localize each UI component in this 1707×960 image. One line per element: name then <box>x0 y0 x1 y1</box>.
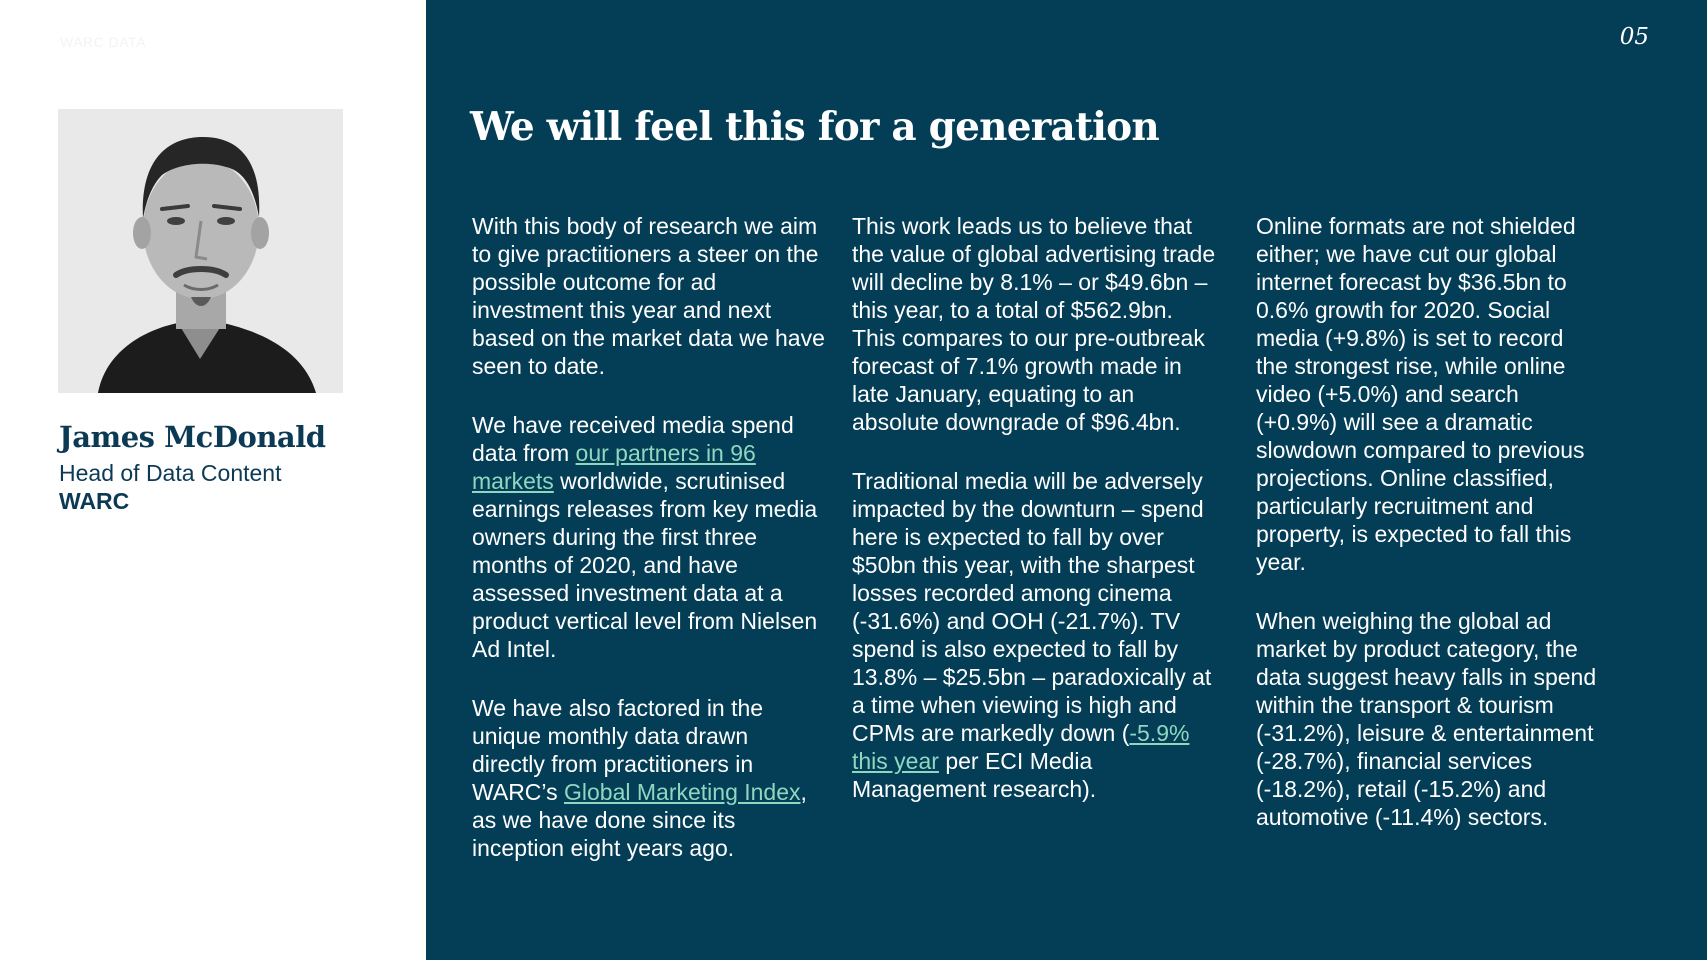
main-panel <box>426 0 1707 960</box>
inline-link[interactable]: Global Marketing Index <box>564 779 801 805</box>
text-column-1 <box>472 212 827 893</box>
text-segment: When weighing the global ad market by product category, the data suggest heavy falls in spend within the transport & tourism (-31.2%), leisure & entertainment (-28.7%), financial services (-18.2%), retail (-15.2%) and automotive (-11.4%) sectors. <box>1256 608 1597 830</box>
author-organization: WARC <box>59 488 130 514</box>
sidebar <box>0 0 426 960</box>
sidebar-faint-label: WARC DATA <box>60 34 146 50</box>
text-column-2 <box>852 212 1217 834</box>
text-segment: We have also factored in the unique monthly data drawn directly from practitioners in WARC’s <box>472 695 764 805</box>
text-segment: This work leads us to believe that the value of global advertising trade will decline by 8.1% – or $49.6bn – this year, to a total of $562.9bn. This compares to our pre-outbreak forecast of 7.1% growth made in late January, equating to an absolute downgrade of $96.4bn. <box>852 213 1216 435</box>
author-name: James McDonald <box>59 420 326 454</box>
body-paragraph <box>1256 607 1601 831</box>
text-segment: , as we have done since its inception eight years ago. <box>472 779 807 861</box>
page-number: 05 <box>1619 24 1649 50</box>
body-paragraph <box>852 212 1217 436</box>
body-paragraph <box>852 467 1217 803</box>
text-segment: Online formats are not shielded either; we have cut our global internet forecast by $36.5bn to 0.6% growth for 2020. Social media (+9.8%) is set to record the strongest rise, while online video (+5.0%) and search (+0.9%) will see a dramatic slowdown compared to previous projections. Online classified, particularly recruitment and property, is expected to fall this year. <box>1256 213 1585 575</box>
body-paragraph <box>472 212 827 380</box>
text-segment: We have received media spend data from <box>472 412 794 466</box>
text-segment: With this body of research we aim to give practitioners a steer on the possible outcome for ad investment this year and next based on the market data we have seen to date. <box>472 213 825 379</box>
text-segment: Traditional media will be adversely impacted by the downturn – spend here is expected to fall by over $50bn this year, with the sharpest losses recorded among cinema (-31.6%) and OOH (-21.7%). TV spend is also expected to fall by 13.8% – $25.5bn – paradoxically at a time when viewing is high and CPMs are markedly down ( <box>852 468 1212 746</box>
inline-link[interactable]: -5.9% this year <box>852 720 1190 774</box>
text-segment: worldwide, scrutinised earnings releases from key media owners during the first three months of 2020, and have assessed investment data at a product vertical level from Nielsen Ad Intel. <box>472 468 818 662</box>
inline-link[interactable]: our partners in 96 markets <box>472 440 756 494</box>
body-paragraph <box>472 411 827 663</box>
author-portrait <box>58 109 343 393</box>
body-paragraph <box>1256 212 1601 576</box>
text-segment: per ECI Media Management research). <box>852 748 1097 802</box>
text-column-3 <box>1256 212 1601 862</box>
author-role: Head of Data Content <box>59 460 282 486</box>
author-portrait-image <box>58 109 343 393</box>
page-title: We will feel this for a generation <box>470 104 1159 150</box>
body-paragraph <box>472 694 827 862</box>
